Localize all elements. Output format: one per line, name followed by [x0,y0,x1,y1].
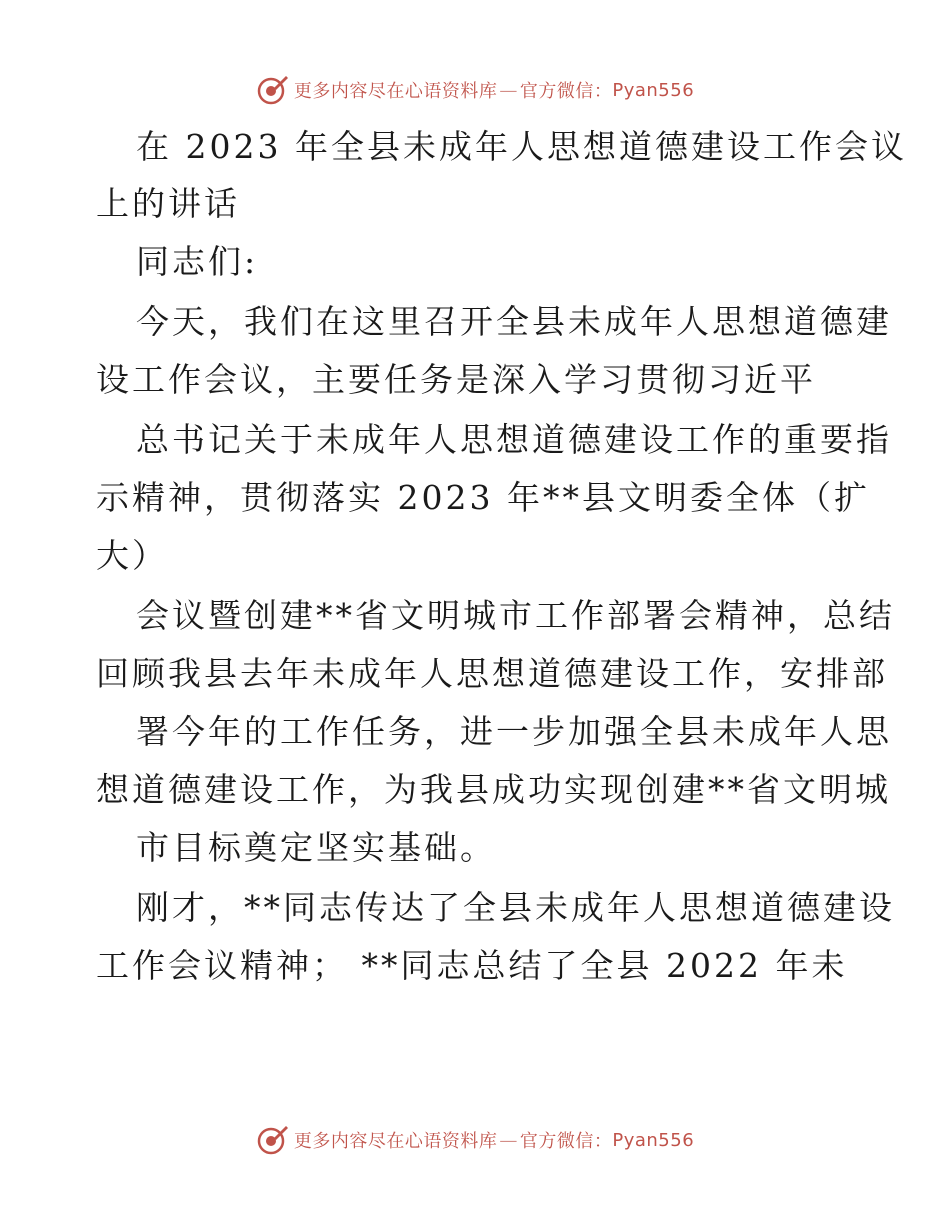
watermark-contact: 官方微信： [519,81,613,102]
header-watermark [0,70,950,110]
body-line: 今天，我们在这里召开全县未成年人思想道德建 [136,302,892,341]
watermark-contact: 官方微信： [519,1131,613,1152]
salutation: 同志们: [136,242,259,281]
body-line: 市目标奠定坚实基础。 [136,828,496,867]
pen-logo-icon [256,1123,290,1157]
body-line: 回顾我县去年未成年人思想道德建设工作，安排部 [96,654,888,693]
title-line-1: 在 2023 年全县未成年人思想道德建设工作会议 [136,127,907,166]
body-line: 总书记关于未成年人思想道德建设工作的重要指 [136,420,892,459]
body-line: 想道德建设工作，为我县成功实现创建**省文明城 [96,770,891,809]
watermark-id: Pyan556 [612,79,695,101]
body-line: 示精神，贯彻落实 2023 年**县文明委全体（扩 [96,478,870,517]
body-line: 大） [96,536,168,575]
watermark-text: 更多内容尽在心语资料库 [293,1131,498,1152]
watermark-id: Pyan556 [612,1129,695,1151]
body-line: 署今年的工作任务，进一步加强全县未成年人思 [136,712,892,751]
footer-watermark [0,1120,950,1160]
pen-logo-icon [256,73,290,107]
body-line: 会议暨创建**省文明城市工作部署会精神，总结 [136,596,895,635]
watermark-separator: — [499,1129,518,1151]
body-line: 工作会议精神； **同志总结了全县 2022 年未 [96,946,848,985]
title-line-2: 上的讲话 [96,184,240,223]
body-line: 设工作会议，主要任务是深入学习贯彻习近平 [96,360,816,399]
body-line: 刚才，**同志传达了全县未成年人思想道德建设 [136,888,895,927]
watermark-text: 更多内容尽在心语资料库 [293,81,498,102]
watermark-separator: — [499,79,518,101]
